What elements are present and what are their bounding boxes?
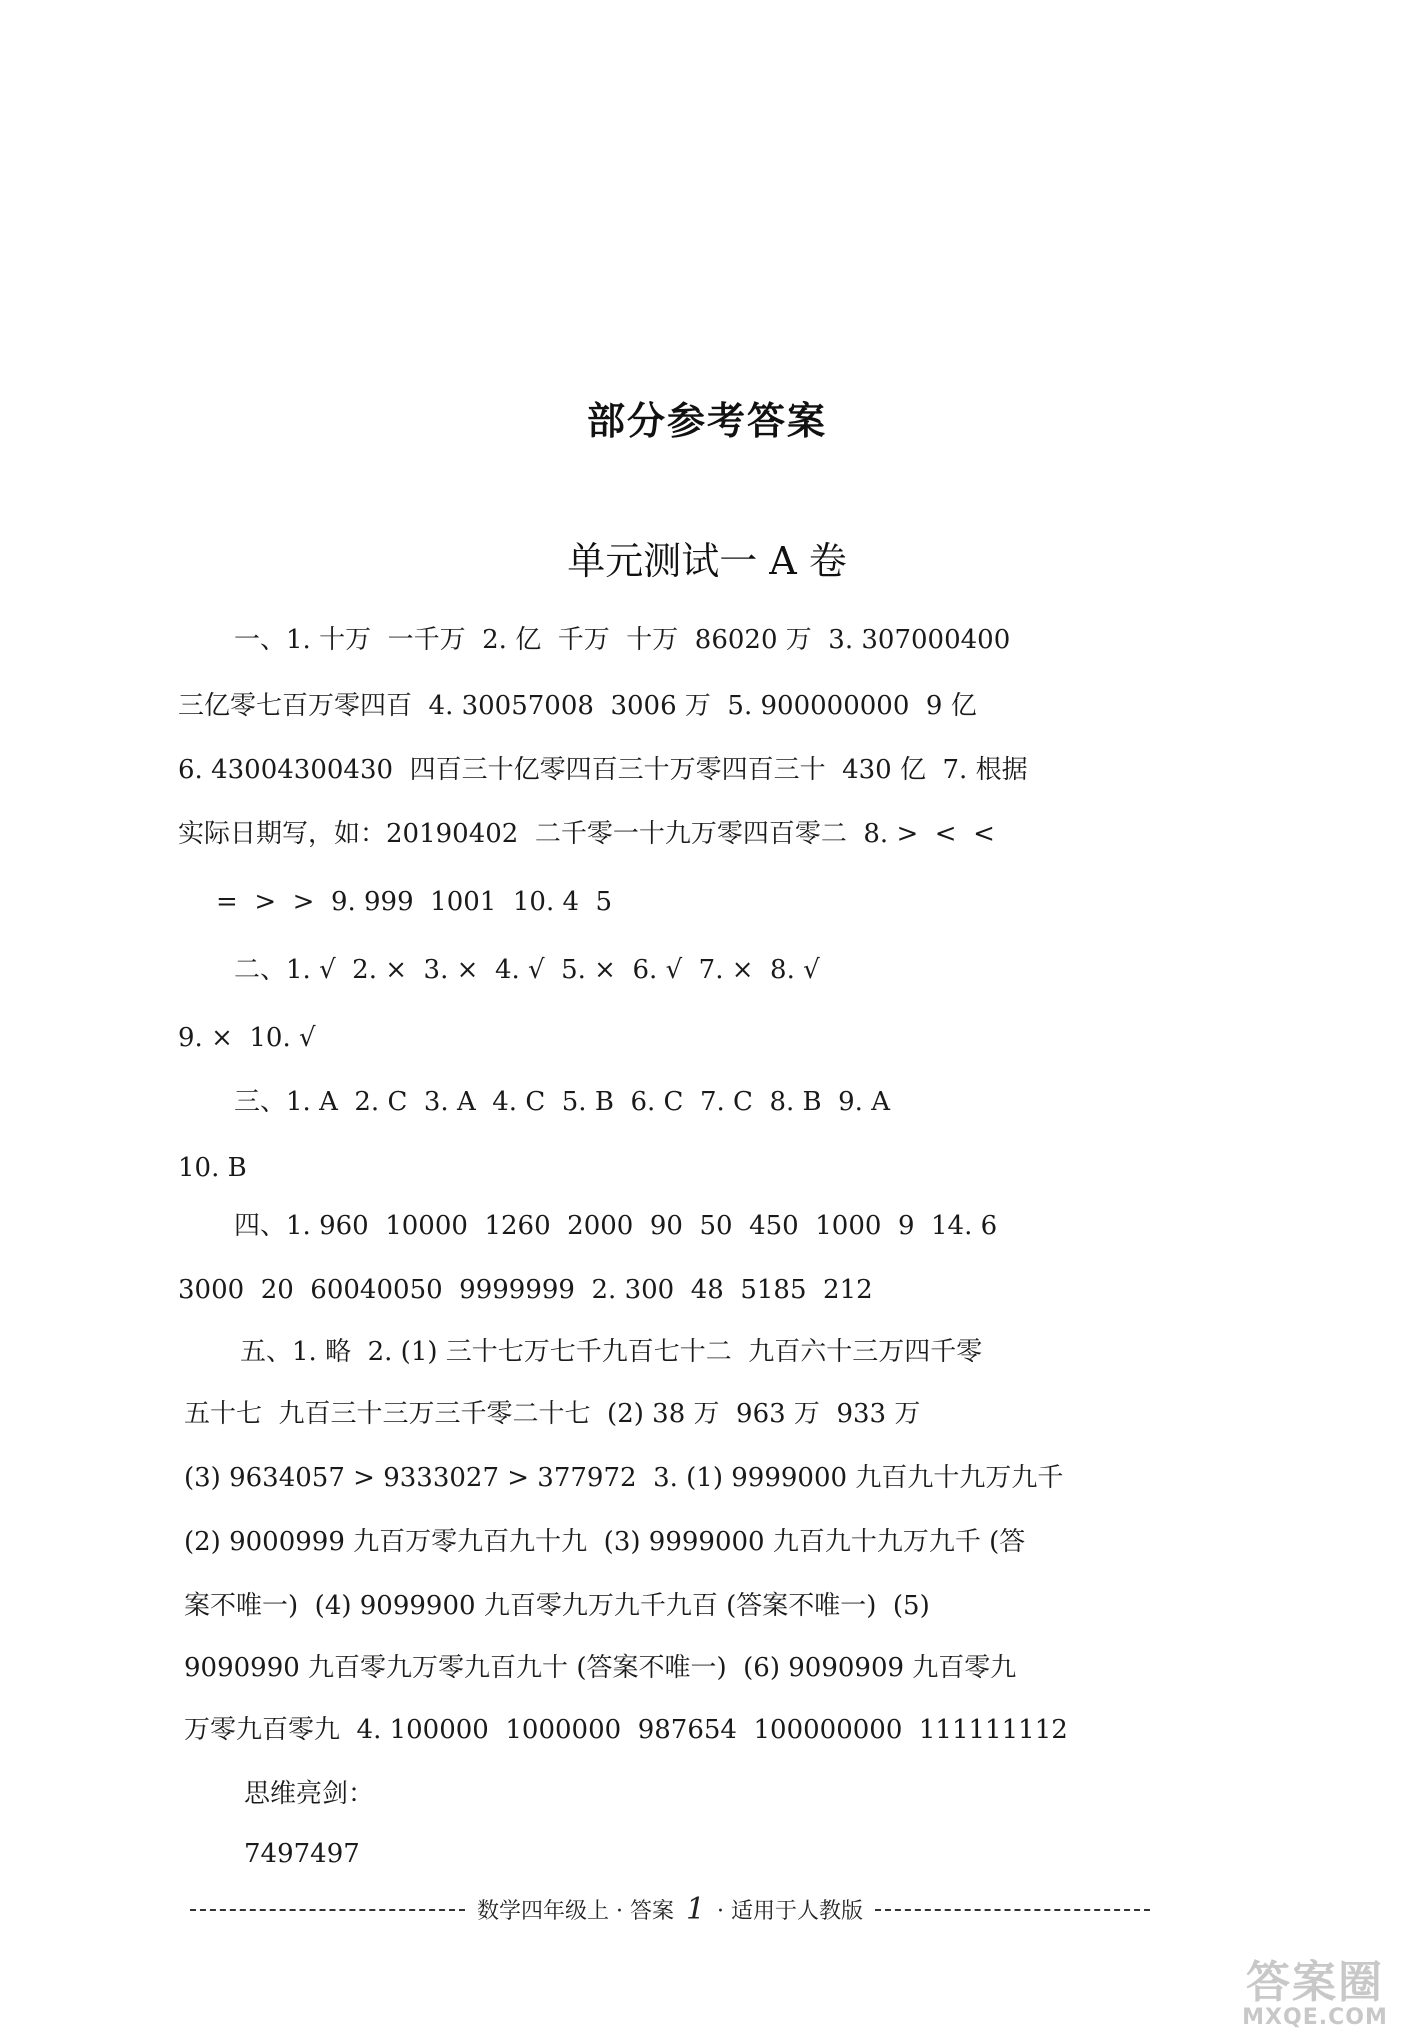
answer-line: (2) 9000999 九百万零九百九十九 (3) 9999000 九百九十九万九千 (答 bbox=[184, 1527, 1026, 1557]
footer-subject: 数学四年级上 · 答案 bbox=[476, 1899, 674, 1924]
answer-line: 案不唯一) (4) 9099900 九百零九万九千九百 (答案不唯一) (5) bbox=[184, 1591, 930, 1621]
footer-edition: · 适用于人教版 bbox=[717, 1899, 864, 1924]
watermark-logo: 答案圈 bbox=[1246, 1957, 1384, 2008]
answer-line: 9. × 10. √ bbox=[178, 1023, 316, 1053]
answer-line: = > > 9. 999 1001 10. 4 5 bbox=[216, 887, 613, 917]
answer-line: 一、1. 十万 一千万 2. 亿 千万 十万 86020 万 3. 307000400 bbox=[234, 625, 1011, 655]
answer-line: 7497497 bbox=[244, 1839, 360, 1869]
main-title: 部分参考答案 bbox=[586, 399, 827, 443]
answer-line: 实际日期写，如：20190402 二千零一十九万零四百零二 8. > < < bbox=[178, 819, 995, 849]
footer-divider-left bbox=[190, 1909, 465, 1911]
page-number: 1 bbox=[685, 1892, 706, 1927]
answer-line: 3000 20 60040050 9999999 2. 300 48 5185 212 bbox=[178, 1275, 873, 1305]
unit-title: 单元测试一 A 卷 bbox=[567, 539, 847, 583]
answer-line: 二、1. √ 2. × 3. × 4. √ 5. × 6. √ 7. × 8. √ bbox=[234, 955, 820, 985]
answer-line: 9090990 九百零九万零九百九十 (答案不唯一) (6) 9090909 九百零九 bbox=[184, 1653, 1017, 1683]
answer-line: 三、1. A 2. C 3. A 4. C 5. B 6. C 7. C 8. B 9. A bbox=[234, 1087, 890, 1117]
answer-line: 6. 43004300430 四百三十亿零四百三十万零四百三十 430 亿 7. 根据 bbox=[178, 755, 1028, 785]
answer-line: 三亿零七百万零四百 4. 30057008 3006 万 5. 900000000 9 亿 bbox=[178, 691, 977, 721]
answer-line: (3) 9634057 > 9333027 > 377972 3. (1) 9999000 九百九十九万九千 bbox=[184, 1463, 1064, 1493]
watermark bbox=[1230, 1957, 1400, 2030]
answer-line: 万零九百零九 4. 100000 1000000 987654 100000000 111111112 bbox=[184, 1715, 1068, 1745]
answer-line: 10. B bbox=[178, 1153, 247, 1183]
watermark-site: MXQE.COM bbox=[1242, 2005, 1388, 2030]
section-heading: 思维亮剑： bbox=[244, 1779, 375, 1809]
answer-line: 五、1. 略 2. (1) 三十七万七千九百七十二 九百六十三万四千零 bbox=[240, 1337, 983, 1367]
answer-line: 四、1. 960 10000 1260 2000 90 50 450 1000 9 14. 6 bbox=[234, 1211, 998, 1241]
answer-line: 五十七 九百三十三万三千零二十七 (2) 38 万 963 万 933 万 bbox=[184, 1399, 921, 1429]
page-footer bbox=[190, 1892, 1150, 1927]
footer-divider-right bbox=[875, 1909, 1150, 1911]
